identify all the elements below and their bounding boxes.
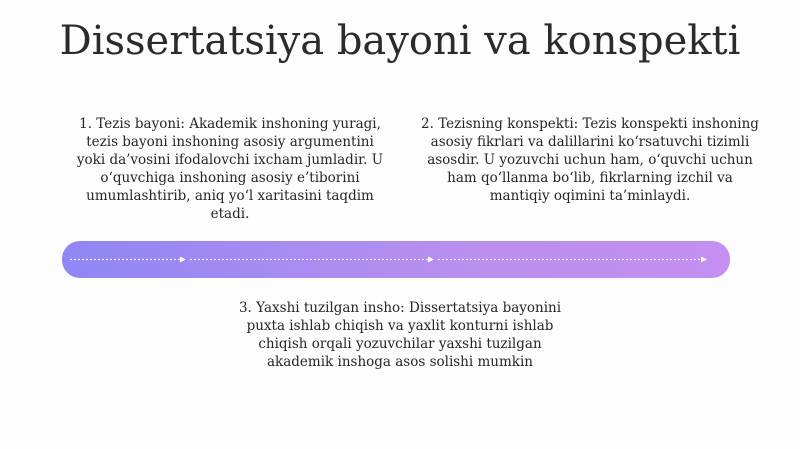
timeline-arrow-3 [701,257,707,263]
timeline-arrow-1 [180,257,186,263]
timeline-arrow-2 [428,257,434,263]
timeline-arrows [62,241,730,278]
timeline-bar [62,241,730,278]
step-3-text: 3. Yaxshi tuzilgan insho: Dissertatsiya bayonini puxta ishlab chiqish va yaxlit konturni ishlab chiqish orqali yozuvchilar yaxshi tuzilgan akademik inshoga asos solishi mumkin [238,300,562,370]
slide-title: Dissertatsiya bayoni va konspekti [59,18,741,64]
step-2-text: 2. Tezisning konspekti: Tezis konspekti inshoning asosiy fikrlari va dalillarini ko‘rsatuvchi tizimli asosdir. U yozuvchi uchun ham, o‘quvchi uchun ham qo‘llanma bo‘lib, fikrlarning izchil va mantiqiy oqimini ta’minlaydi. [421,116,759,204]
step-1-text: 1. Tezis bayoni: Akademik inshoning yuragi, tezis bayoni inshoning asosiy argumentini yoki da’vosini ifodalovchi ixcham jumladir. U o‘quvchiga inshoning asosiy e’tiborini umumlashtirib, aniq yo‘l xaritasini taqdim etadi. [76,116,384,222]
